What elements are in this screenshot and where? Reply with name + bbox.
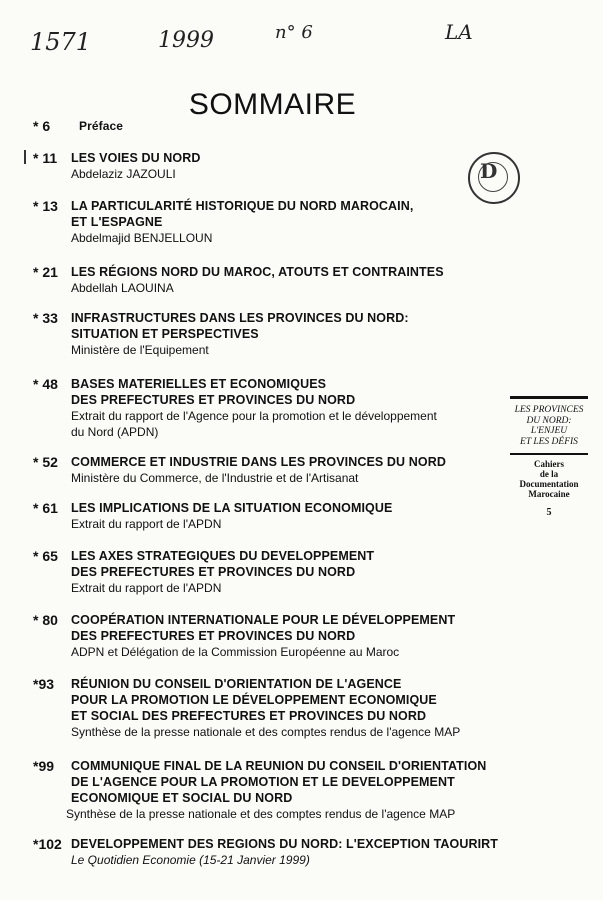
entry-author: Extrait du rapport de l'APDN [71,581,222,595]
entry-title: COMMUNIQUE FINAL DE LA REUNION DU CONSEIL D'ORIENTATION [71,759,487,773]
page-number: * 33 [33,310,58,326]
sidebar-series-line: Cahiers [534,458,564,469]
entry-author: ADPN et Délégation de la Commission Européenne au Maroc [71,645,400,659]
entry-title: DES PREFECTURES ET PROVINCES DU NORD [71,393,356,407]
stamp-letter: D [480,159,498,183]
page-number: * 11 [33,150,58,166]
entry-title: LES RÉGIONS NORD DU MAROC, ATOUTS ET CONTRAINTES [71,265,444,279]
entry-author: Ministère de l'Equipement [71,343,209,357]
page-number: * 13 [33,198,58,214]
entry-title: RÉUNION DU CONSEIL D'ORIENTATION DE L'AGENCE [71,677,402,691]
entry-title: DE L'AGENCE POUR LA PROMOTION ET LE DEVELOPPEMENT [71,775,455,789]
entry-author: du Nord (APDN) [71,425,159,439]
page-number: *102 [33,836,62,852]
entry-author: Synthèse de la presse nationale et des comptes rendus de l'agence MAP [66,807,456,821]
sidebar-divider [510,453,588,455]
toc-entry-5 [33,310,533,358]
margin-mark [24,150,26,164]
entry-author: Extrait du rapport de l'Agence pour la promotion et le développement [71,409,437,423]
entry-title: POUR LA PROMOTION LE DÉVELOPPEMENT ECONOMIQUE [71,693,437,707]
entry-author: Synthèse de la presse nationale et des comptes rendus de l'agence MAP [71,725,461,739]
page-number: *99 [33,758,55,774]
entry-title: ET SOCIAL DES PREFECTURES ET PROVINCES DU NORD [71,709,427,723]
toc-entry-10 [33,612,533,660]
entry-title: LES AXES STRATEGIQUES DU DEVELOPPEMENT [71,549,375,563]
page-number: * 65 [33,548,58,564]
entry-title: INFRASTRUCTURES DANS LES PROVINCES DU NORD: [71,311,409,325]
entry-author: Abdelaziz JAZOULI [71,167,176,181]
toc-entry-12 [33,758,533,822]
toc-entry-13 [33,836,533,868]
sidebar-series [510,459,588,499]
entry-author: Le Quotidien Economie (15-21 Janvier 1999) [71,853,310,867]
sidebar-heading-line: LES PROVINCES [514,405,584,415]
page-number: * 80 [33,612,58,628]
page-number: * 21 [33,264,58,280]
sidebar-top-rule [510,396,588,399]
handwritten-year: 1999 [158,28,214,53]
entry-title: LES IMPLICATIONS DE LA SITUATION ECONOMIQUE [71,501,393,515]
handwritten-issue: n° 6 [275,22,313,43]
page-title: SOMMAIRE [188,88,357,122]
page-number: * 52 [33,454,58,470]
sidebar-heading-line: ET LES DÉFIS [520,436,578,447]
entry-title: Préface [79,119,124,133]
entry-title: LES VOIES DU NORD [71,151,201,165]
entry-title: ET L'ESPAGNE [71,215,163,229]
toc-entry-4 [33,264,533,296]
toc-entry-1 [33,118,533,134]
sidebar-heading [510,405,588,447]
entry-title: SITUATION ET PERSPECTIVES [71,327,259,341]
page-number: * 6 [33,118,51,134]
toc-entry-11 [33,676,533,740]
entry-title: COMMERCE ET INDUSTRIE DANS LES PROVINCES DU NORD [71,455,446,469]
sidebar-series-line: Marocaine [528,488,570,499]
entry-title: DES PREFECTURES ET PROVINCES DU NORD [71,629,356,643]
entry-title: LA PARTICULARITÉ HISTORIQUE DU NORD MAROCAIN, [71,199,414,213]
entry-author: Extrait du rapport de l'APDN [71,517,222,531]
entry-title: ECONOMIQUE ET SOCIAL DU NORD [71,791,293,805]
entry-author: Ministère du Commerce, de l'Industrie et de l'Artisanat [71,471,359,485]
handwritten-initials: LA [445,20,473,44]
handwritten-ref: 1571 [30,28,92,56]
toc-entry-8 [33,500,533,532]
sidebar-series-line: de la Documentation [519,468,579,489]
entry-author: Abdelmajid BENJELLOUN [71,231,213,245]
toc-entry-3 [33,198,533,246]
entry-title: DES PREFECTURES ET PROVINCES DU NORD [71,565,356,579]
toc-entry-6 [33,376,533,440]
toc-entry-9 [33,548,533,596]
sidebar-issue-number: 5 [546,506,552,518]
page-number: * 61 [33,500,58,516]
entry-title: DEVELOPPEMENT DES REGIONS DU NORD: L'EXCEPTION TAOURIRT [71,837,499,851]
toc-entry-7 [33,454,533,486]
page-number: * 48 [33,376,58,392]
entry-author: Abdellah LAOUINA [71,281,174,295]
entry-title: BASES MATERIELLES ET ECONOMIQUES [71,377,327,391]
sidebar-heading-line: L'ENJEU [530,426,568,436]
entry-title: COOPÉRATION INTERNATIONALE POUR LE DÉVELOPPEMENT [71,613,456,627]
page-number: *93 [33,676,55,692]
series-sidebar [510,396,588,518]
sidebar-heading-line: DU NORD: [526,415,572,426]
toc-entry-2 [33,150,533,182]
